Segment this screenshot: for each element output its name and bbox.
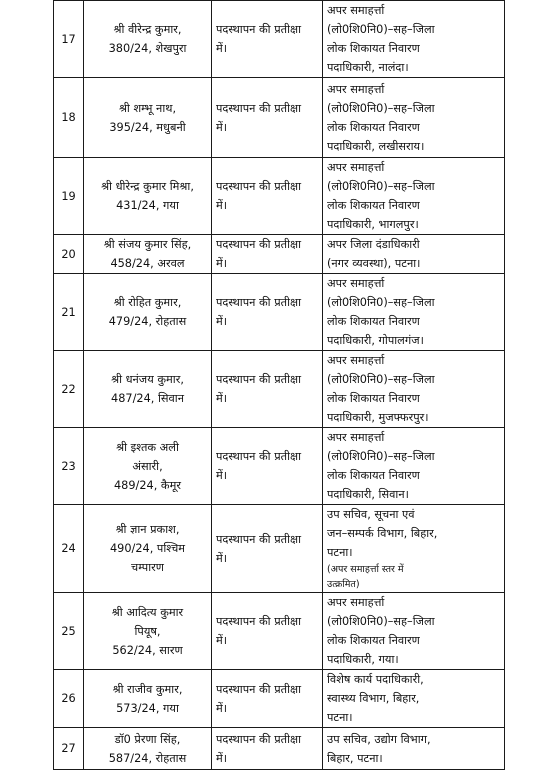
new-posting: अपर समाहर्त्ता (लो0शि0नि0)–सह–जिला लोक शिकायत निवारण पदाधिकारी, लखीसराय। xyxy=(323,78,505,158)
table-row xyxy=(54,593,505,670)
serial-number: 18 xyxy=(54,78,84,158)
table-row xyxy=(54,670,505,728)
officer-name: श्री ज्ञान प्रकाश, 490/24, पश्चिम चम्पारण xyxy=(84,505,212,593)
new-posting: अपर समाहर्त्ता (लो0शि0नि0)–सह–जिला लोक शिकायत निवारण पदाधिकारी, गया। xyxy=(323,593,505,670)
table-row xyxy=(54,158,505,235)
upgrade-note: (अपर समाहर्त्ता स्तर में xyxy=(327,564,404,575)
new-posting: अपर समाहर्त्ता (लो0शि0नि0)–सह–जिला लोक शिकायत निवारण पदाधिकारी, भागलपुर। xyxy=(323,158,505,235)
table-row xyxy=(54,78,505,158)
new-posting: विशेष कार्य पदाधिकारी, स्वास्थ्य विभाग, बिहार, पटना। xyxy=(323,670,505,728)
current-status: पदस्थापन की प्रतीक्षा में। xyxy=(212,78,323,158)
table-row xyxy=(54,235,505,274)
table-row xyxy=(54,274,505,351)
officer-name: श्री शम्भू नाथ, 395/24, मधुबनी xyxy=(84,78,212,158)
officer-name: श्री आदित्य कुमार पियूष, 562/24, सारण xyxy=(84,593,212,670)
serial-number: 26 xyxy=(54,670,84,728)
serial-number: 17 xyxy=(54,1,84,78)
current-status: पदस्थापन की प्रतीक्षा में। xyxy=(212,728,323,770)
new-posting: अपर समाहर्त्ता (लो0शि0नि0)–सह–जिला लोक शिकायत निवारण पदाधिकारी, नालंदा। xyxy=(323,1,505,78)
serial-number: 25 xyxy=(54,593,84,670)
serial-number: 19 xyxy=(54,158,84,235)
current-status: पदस्थापन की प्रतीक्षा में। xyxy=(212,158,323,235)
serial-number: 20 xyxy=(54,235,84,274)
serial-number: 23 xyxy=(54,428,84,505)
officer-name: श्री धीरेन्द्र कुमार मिश्रा, 431/24, गया xyxy=(84,158,212,235)
current-status: पदस्थापन की प्रतीक्षा में। xyxy=(212,593,323,670)
current-status: पदस्थापन की प्रतीक्षा में। xyxy=(212,235,323,274)
officer-name: श्री इश्तक अली अंसारी, 489/24, कैमूर xyxy=(84,428,212,505)
table-row xyxy=(54,351,505,428)
new-posting: अपर समाहर्त्ता (लो0शि0नि0)–सह–जिला लोक शिकायत निवारण पदाधिकारी, सिवान। xyxy=(323,428,505,505)
current-status: पदस्थापन की प्रतीक्षा में। xyxy=(212,505,323,593)
posting-table-body xyxy=(54,1,505,770)
new-posting: अपर समाहर्त्ता (लो0शि0नि0)–सह–जिला लोक शिकायत निवारण पदाधिकारी, गोपालगंज। xyxy=(323,274,505,351)
officer-name: श्री धनंजय कुमार, 487/24, सिवान xyxy=(84,351,212,428)
serial-number: 27 xyxy=(54,728,84,770)
table-row xyxy=(54,1,505,78)
current-status: पदस्थापन की प्रतीक्षा में। xyxy=(212,1,323,78)
officer-name: श्री राजीव कुमार, 573/24, गया xyxy=(84,670,212,728)
new-posting: अपर समाहर्त्ता (लो0शि0नि0)–सह–जिला लोक शिकायत निवारण पदाधिकारी, मुजफ्फरपुर। xyxy=(323,351,505,428)
serial-number: 22 xyxy=(54,351,84,428)
officer-name: श्री संजय कुमार सिंह, 458/24, अरवल xyxy=(84,235,212,274)
current-status: पदस्थापन की प्रतीक्षा में। xyxy=(212,428,323,505)
current-status: पदस्थापन की प्रतीक्षा में। xyxy=(212,351,323,428)
new-posting: अपर जिला दंडाधिकारी (नगर व्यवस्था), पटना। xyxy=(323,235,505,274)
serial-number: 21 xyxy=(54,274,84,351)
table-row xyxy=(54,428,505,505)
new-posting: उप सचिव, सूचना एवं जन–सम्पर्क विभाग, बिहार, पटना। (अपर समाहर्त्ता स्तर में उत्क्रमित) xyxy=(323,505,505,593)
serial-number: 24 xyxy=(54,505,84,593)
table-row xyxy=(54,505,505,593)
posting-table xyxy=(53,0,505,770)
table-row xyxy=(54,728,505,770)
current-status: पदस्थापन की प्रतीक्षा में। xyxy=(212,274,323,351)
officer-name: श्री वीरेन्द्र कुमार, 380/24, शेखपुरा xyxy=(84,1,212,78)
officer-name: डॉ0 प्रेरणा सिंह, 587/24, रोहतास xyxy=(84,728,212,770)
officer-name: श्री रोहित कुमार, 479/24, रोहतास xyxy=(84,274,212,351)
current-status: पदस्थापन की प्रतीक्षा में। xyxy=(212,670,323,728)
new-posting: उप सचिव, उद्योग विभाग, बिहार, पटना। xyxy=(323,728,505,770)
